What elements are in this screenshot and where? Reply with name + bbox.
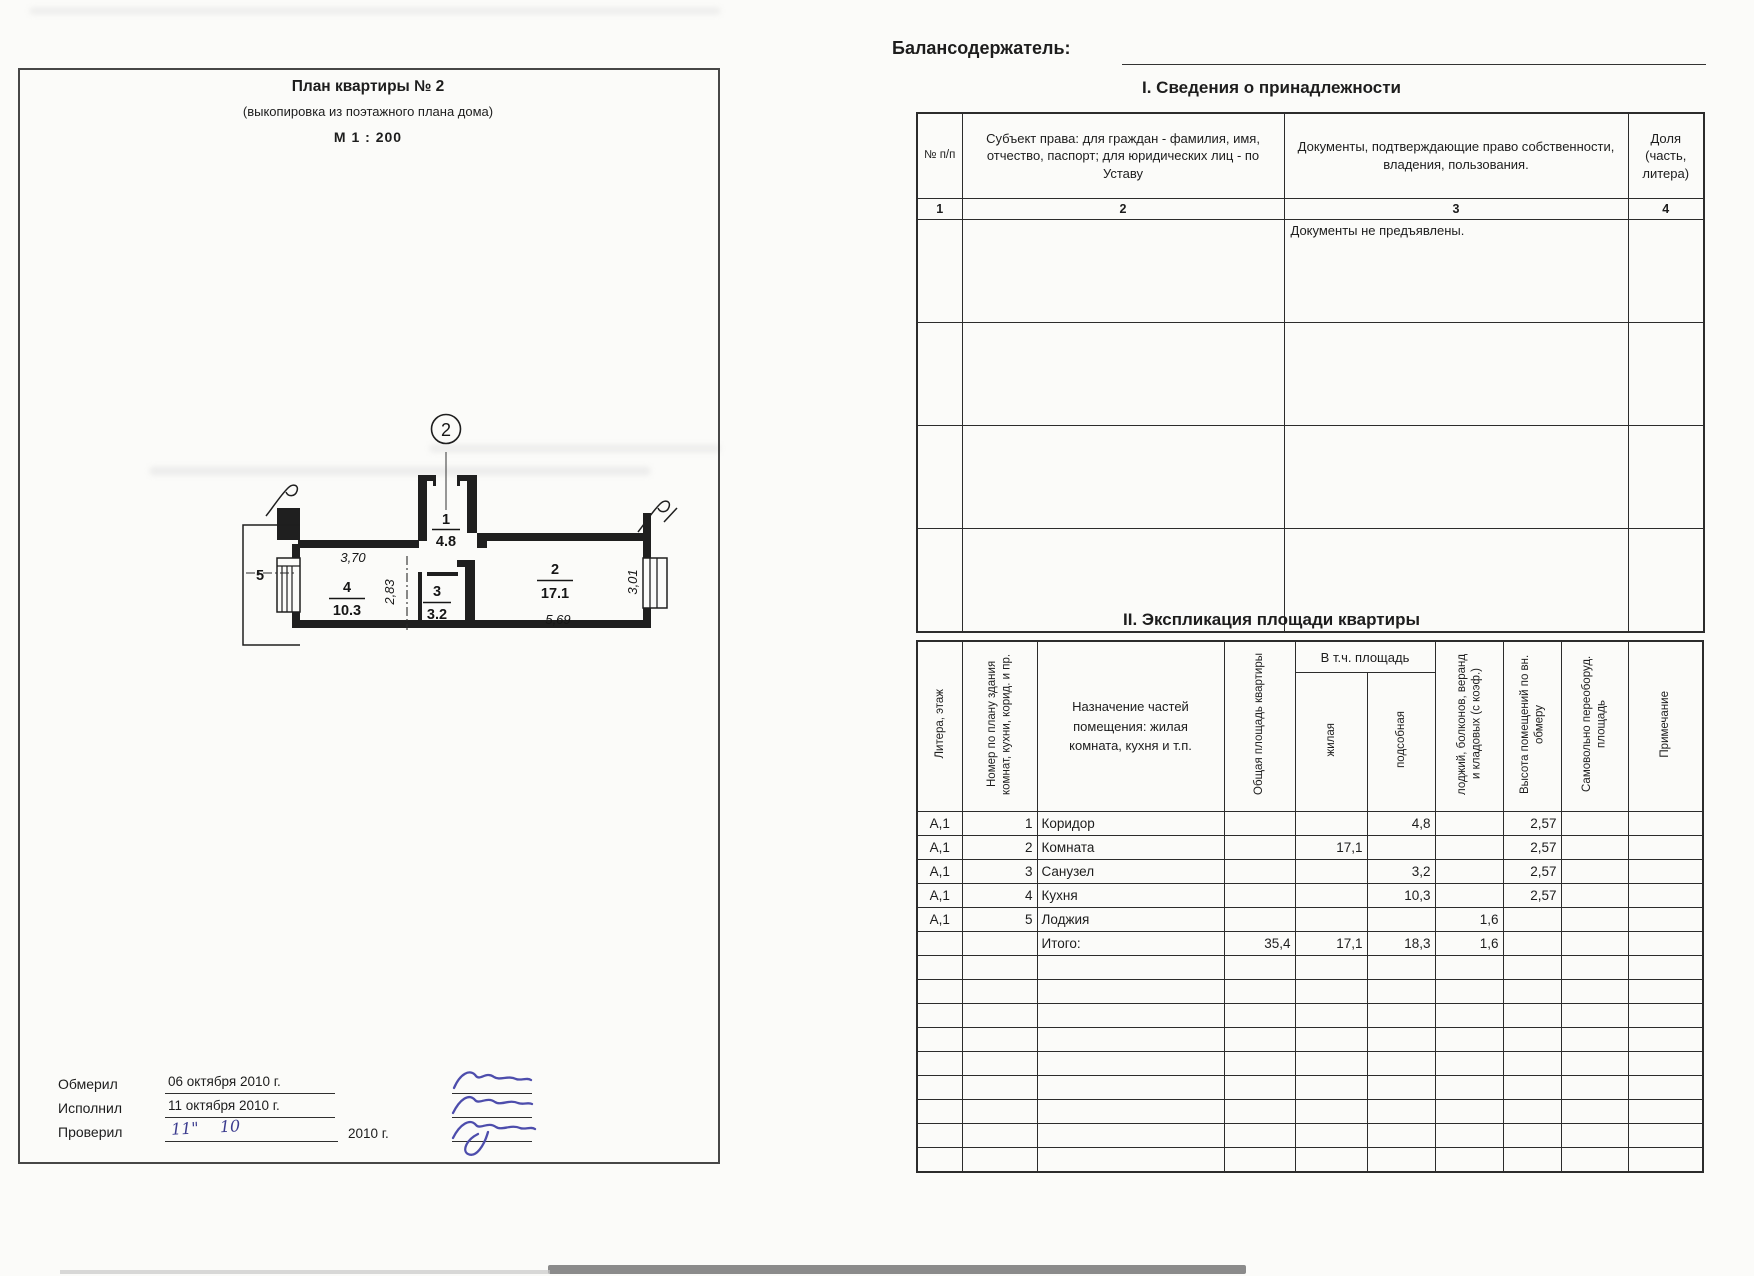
table-cell: [1224, 812, 1295, 836]
column-header: [1295, 673, 1367, 812]
table-cell: 2,57: [1503, 860, 1561, 884]
table-row: [917, 1124, 1703, 1148]
wall: [292, 544, 300, 558]
table-cell: [1503, 956, 1561, 980]
table-row: [917, 884, 1703, 908]
table-cell: [917, 1028, 962, 1052]
table-cell: [1295, 908, 1367, 932]
wall: [418, 475, 435, 481]
column-header: [1628, 641, 1703, 812]
table-cell: 17,1: [1295, 932, 1367, 956]
table-cell: [1367, 836, 1435, 860]
table-cell: [1435, 1028, 1503, 1052]
table-cell: [1295, 1148, 1367, 1172]
table-cell: [1561, 908, 1628, 932]
table-cell: [1561, 1052, 1628, 1076]
table-header-row: [917, 113, 1704, 199]
column-number: 4: [1628, 199, 1704, 220]
table-row: [917, 426, 1704, 529]
table-cell: [1435, 1076, 1503, 1100]
table-cell: А,1: [917, 812, 962, 836]
table-cell: [1435, 1004, 1503, 1028]
table-cell: [1628, 812, 1703, 836]
column-header: № п/п: [917, 113, 962, 199]
table-cell: [1224, 1148, 1295, 1172]
wall: [460, 475, 477, 481]
break-symbol: [638, 501, 669, 532]
table-cell: Санузел: [1037, 860, 1224, 884]
table-cell: [917, 932, 962, 956]
column-number: 3: [1284, 199, 1628, 220]
room5-number: 5: [255, 568, 265, 584]
wall: [418, 475, 427, 541]
column-header: [962, 641, 1037, 812]
table-cell: [1224, 1100, 1295, 1124]
table-cell: 1: [962, 812, 1037, 836]
table-cell: [1295, 1124, 1367, 1148]
signature-role: Обмерил: [58, 1076, 118, 1092]
table-cell: [1503, 980, 1561, 1004]
table-cell: [1561, 812, 1628, 836]
section2-title: II. Экспликация площади квартиры: [1123, 610, 1420, 629]
column-group-header: В т.ч. площадь: [1295, 641, 1435, 673]
wall: [465, 560, 475, 628]
wall: [467, 475, 477, 533]
table-cell: 2,57: [1503, 884, 1561, 908]
table-cell: 3: [962, 860, 1037, 884]
table-cell: 2,57: [1503, 812, 1561, 836]
wall: [477, 533, 643, 541]
table-cell: А,1: [917, 908, 962, 932]
table-cell: [1295, 1076, 1367, 1100]
table-cell: [1224, 980, 1295, 1004]
table-cell: [1435, 812, 1503, 836]
scan-edge-shadow: [60, 1270, 550, 1274]
plan-scale: М 1 : 200: [333, 129, 403, 145]
table-row: [917, 860, 1703, 884]
table-cell: [1295, 980, 1367, 1004]
table-row: [917, 1100, 1703, 1124]
table-cell: [1561, 860, 1628, 884]
door-jamb: [457, 475, 460, 486]
table-cell: [962, 1028, 1037, 1052]
signature-date-line: 06 октября 2010 г.: [165, 1074, 335, 1094]
column-header-text: Номер по плану здания комнат, кухни, корид. и пр.: [986, 653, 1013, 795]
table-cell: [1628, 884, 1703, 908]
table-cell: [962, 1052, 1037, 1076]
table-cell: 35,4: [1224, 932, 1295, 956]
table-row: [917, 1028, 1703, 1052]
room1-area: 4.8: [435, 534, 457, 550]
table-cell: [1628, 1004, 1703, 1028]
table-cell: [1628, 908, 1703, 932]
table-cell: [1284, 323, 1628, 426]
table-cell: [1295, 1052, 1367, 1076]
plan-title: План квартиры № 2: [291, 78, 445, 95]
break-symbol: [664, 508, 677, 522]
room4-area: 10.3: [332, 603, 362, 619]
signature-scribble: [448, 1110, 540, 1170]
table-cell: Документы не предъявлены.: [1284, 220, 1628, 323]
column-number: 1: [917, 199, 962, 220]
table-cell: [1503, 908, 1561, 932]
balance-holder-label: Балансодержатель:: [892, 38, 1071, 58]
table-cell: [962, 323, 1284, 426]
table-cell: [1561, 956, 1628, 980]
table-cell: [1628, 1028, 1703, 1052]
table-cell: [1561, 932, 1628, 956]
table-cell: [1224, 1076, 1295, 1100]
room1-number: 1: [441, 512, 451, 528]
table-cell: [1628, 1148, 1703, 1172]
table-cell: 2,57: [1503, 836, 1561, 860]
column-header-text: Литера, этаж: [933, 689, 946, 759]
table-cell: [1628, 860, 1703, 884]
table-cell: [1561, 836, 1628, 860]
table-cell: Итого:: [1037, 932, 1224, 956]
table-cell: 17,1: [1295, 836, 1367, 860]
column-header: [1224, 641, 1295, 812]
table-cell: [1224, 908, 1295, 932]
column-header-text: Примечание: [1659, 690, 1672, 758]
table-cell: [1295, 1004, 1367, 1028]
signature-date-line: 11 октября 2010 г.: [165, 1098, 335, 1118]
table-row: [917, 1004, 1703, 1028]
column-header: [1435, 641, 1503, 812]
table-cell: [1503, 1100, 1561, 1124]
table-cell: [1503, 1004, 1561, 1028]
table-row: [917, 220, 1704, 323]
table-cell: [1367, 1148, 1435, 1172]
handwritten-date: 11" 10: [170, 1116, 241, 1139]
table-cell: [1435, 884, 1503, 908]
table-cell: [1295, 1028, 1367, 1052]
table-cell: [1037, 956, 1224, 980]
table-cell: Коридор: [1037, 812, 1224, 836]
room3-number: 3: [432, 584, 442, 600]
table-cell: [962, 1004, 1037, 1028]
table-cell: [1224, 836, 1295, 860]
table-cell: [1628, 323, 1704, 426]
table-cell: [1435, 956, 1503, 980]
table-cell: [917, 1052, 962, 1076]
table-cell: [917, 1124, 962, 1148]
table-cell: [917, 323, 962, 426]
table-cell: [1561, 1148, 1628, 1172]
wall: [418, 572, 422, 628]
table-cell: [962, 956, 1037, 980]
table-cell: [1367, 1052, 1435, 1076]
dimension-label: 3,70: [340, 550, 366, 565]
table-cell: [1561, 1004, 1628, 1028]
table-cell: [1435, 1100, 1503, 1124]
table-cell: 1,6: [1435, 932, 1503, 956]
signature-date-line: [165, 1118, 338, 1142]
table-cell: [1628, 1100, 1703, 1124]
table-cell: [1295, 1100, 1367, 1124]
table-cell: [1295, 812, 1367, 836]
axis-mark-label: 2: [440, 420, 452, 440]
floor-plan-drawing: [120, 360, 700, 660]
table-cell: [1435, 1052, 1503, 1076]
table-row: [917, 980, 1703, 1004]
column-header-text: Самовольно переоборуд. площадь: [1581, 655, 1608, 793]
wall: [298, 540, 419, 548]
table-row: [917, 1052, 1703, 1076]
table-cell: [1224, 1124, 1295, 1148]
wall: [427, 572, 458, 576]
dimension-label: 5,69: [545, 612, 571, 627]
table-cell: [1224, 956, 1295, 980]
wall: [292, 612, 300, 628]
table-cell: [1628, 426, 1704, 529]
table-cell: [1037, 1100, 1224, 1124]
table-row: [917, 956, 1703, 980]
table-cell: [1037, 1076, 1224, 1100]
table-cell: 4: [962, 884, 1037, 908]
table-cell: [1224, 860, 1295, 884]
table-cell: [1435, 980, 1503, 1004]
window: [643, 558, 667, 608]
table-cell: [1628, 1076, 1703, 1100]
column-header-text: лоджий, болконов, веранд и кладовых (с коэф.): [1455, 653, 1483, 795]
table-cell: [1561, 1076, 1628, 1100]
table-cell: [1503, 1028, 1561, 1052]
column-header: Доля (часть, литера): [1628, 113, 1704, 199]
table-cell: [962, 1100, 1037, 1124]
table-cell: [1367, 1028, 1435, 1052]
room2-number: 2: [550, 562, 560, 578]
table-cell: [1628, 529, 1704, 633]
table-cell: 18,3: [1367, 932, 1435, 956]
table-cell: [1628, 1124, 1703, 1148]
table-cell: [1284, 426, 1628, 529]
room4-number: 4: [342, 580, 352, 596]
scan-artifact: [30, 8, 720, 14]
table-cell: [1561, 1028, 1628, 1052]
table-cell: [1628, 956, 1703, 980]
wall: [477, 541, 487, 548]
column-header: Документы, подтверждающие право собственности, владения, пользования.: [1284, 113, 1628, 199]
column-header: Субъект права: для граждан - фамилия, имя, отчество, паспорт; для юридических лиц - по Уставу: [962, 113, 1284, 199]
table-cell: [962, 980, 1037, 1004]
table-cell: [1435, 1148, 1503, 1172]
table-cell: [1628, 932, 1703, 956]
table-cell: 3,2: [1367, 860, 1435, 884]
table-header-row: [917, 641, 1703, 673]
balance-holder-ruling: [1122, 64, 1706, 65]
column-header-text: Общая площадь квартиры: [1253, 653, 1266, 795]
table-cell: [917, 1004, 962, 1028]
table-row: [917, 836, 1703, 860]
table-cell: [1628, 980, 1703, 1004]
signature-role: Проверил: [58, 1124, 123, 1140]
table-cell: [1037, 1004, 1224, 1028]
table-cell: [1367, 1004, 1435, 1028]
table-cell: [1503, 932, 1561, 956]
table-cell: [1367, 980, 1435, 1004]
table-cell: 5: [962, 908, 1037, 932]
table-cell: [1224, 1004, 1295, 1028]
column-header: [1503, 641, 1561, 812]
table-row: [917, 812, 1703, 836]
table-row: [917, 323, 1704, 426]
column-header: [1561, 641, 1628, 812]
table-cell: 4,8: [1367, 812, 1435, 836]
table-cell: [917, 980, 962, 1004]
table-cell: [1367, 908, 1435, 932]
table-cell: [1561, 1100, 1628, 1124]
column-numbering-row: [917, 199, 1704, 220]
table-cell: [1295, 884, 1367, 908]
table-cell: А,1: [917, 884, 962, 908]
table-cell: А,1: [917, 860, 962, 884]
table-cell: [1295, 956, 1367, 980]
section1-title: I. Сведения о принадлежности: [1142, 78, 1401, 97]
table-cell: [1503, 1076, 1561, 1100]
door-jamb: [433, 475, 436, 486]
column-header-text: подсобная: [1394, 711, 1407, 768]
table-cell: [1037, 1124, 1224, 1148]
table-cell: [917, 956, 962, 980]
table-cell: [917, 1148, 962, 1172]
column-header: [1367, 673, 1435, 812]
table-row: [917, 932, 1703, 956]
table-cell: [1367, 1124, 1435, 1148]
table-cell: [1435, 836, 1503, 860]
table-cell: [1628, 220, 1704, 323]
table-cell: [1435, 860, 1503, 884]
column-header: Назначение частей помещения: жилая комната, кухня и т.п.: [1037, 641, 1224, 812]
table-cell: [1561, 1124, 1628, 1148]
table-cell: [1037, 1028, 1224, 1052]
scan-edge-shadow: [548, 1265, 1246, 1274]
table-row: [917, 1148, 1703, 1172]
column-header-text: Высота помещений по вн. обмеру: [1518, 654, 1546, 794]
column-header: [917, 641, 962, 812]
table-cell: [962, 932, 1037, 956]
table-cell: [1503, 1124, 1561, 1148]
table-cell: [962, 1124, 1037, 1148]
table-cell: [1628, 836, 1703, 860]
table-cell: А,1: [917, 836, 962, 860]
table-cell: [962, 1076, 1037, 1100]
room3-area: 3.2: [426, 607, 448, 623]
table-cell: [1224, 884, 1295, 908]
wall: [277, 508, 300, 540]
table-cell: [962, 426, 1284, 529]
table-cell: Комната: [1037, 836, 1224, 860]
room2-area: 17.1: [540, 586, 570, 602]
explication-table: [916, 640, 1704, 1173]
signature-role: Исполнил: [58, 1100, 123, 1116]
table-cell: [1503, 1148, 1561, 1172]
table-cell: [1295, 860, 1367, 884]
table-cell: [917, 1100, 962, 1124]
table-cell: 10,3: [1367, 884, 1435, 908]
table-cell: [1561, 884, 1628, 908]
table-cell: [1561, 980, 1628, 1004]
table-cell: [1037, 980, 1224, 1004]
table-cell: [1628, 1052, 1703, 1076]
table-cell: [1435, 1124, 1503, 1148]
table-cell: [917, 1076, 962, 1100]
ownership-table: [916, 112, 1705, 633]
table-cell: [1037, 1052, 1224, 1076]
dimension-label: 2,83: [382, 579, 397, 605]
table-cell: [962, 1148, 1037, 1172]
table-cell: 1,6: [1435, 908, 1503, 932]
table-cell: Кухня: [1037, 884, 1224, 908]
table-row: [917, 1076, 1703, 1100]
table-cell: [1503, 1052, 1561, 1076]
table-cell: [917, 220, 962, 323]
dimension-label: 3,01: [625, 569, 640, 595]
table-cell: [1224, 1052, 1295, 1076]
table-cell: [917, 426, 962, 529]
signature-date-suffix: 2010 г.: [348, 1126, 389, 1141]
column-header-text: жилая: [1324, 722, 1337, 757]
table-row: [917, 908, 1703, 932]
table-cell: [962, 220, 1284, 323]
table-cell: [1037, 1148, 1224, 1172]
table-cell: Лоджия: [1037, 908, 1224, 932]
plan-subtitle: (выкопировка из поэтажного плана дома): [242, 104, 494, 119]
table-cell: [1367, 1076, 1435, 1100]
table-cell: 2: [962, 836, 1037, 860]
table-cell: [1367, 1100, 1435, 1124]
table-cell: [1367, 956, 1435, 980]
table-cell: [1224, 1028, 1295, 1052]
column-number: 2: [962, 199, 1284, 220]
